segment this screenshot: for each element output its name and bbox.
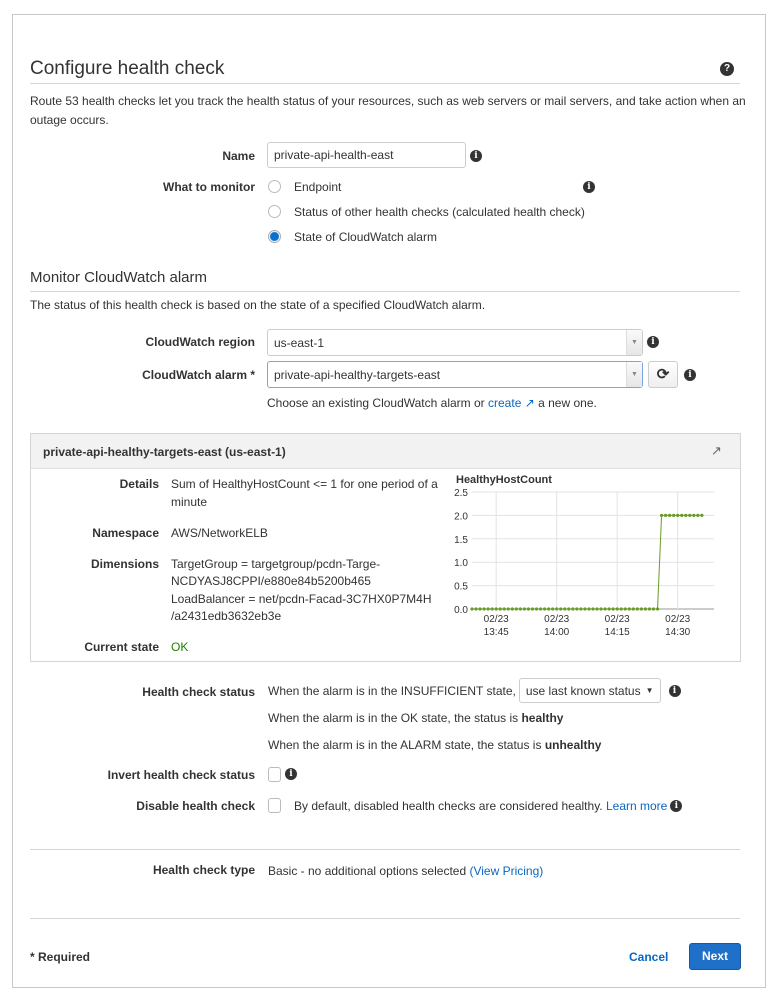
info-icon[interactable]: i xyxy=(684,369,696,381)
create-link[interactable]: create xyxy=(488,396,522,410)
learn-more-link[interactable]: Learn more xyxy=(605,799,668,813)
details-line1: Sum of HealthyHostCount <= 1 for one period of a xyxy=(171,477,438,491)
data-point xyxy=(664,514,667,517)
data-point xyxy=(656,607,659,610)
data-point xyxy=(531,607,534,610)
data-point xyxy=(470,607,473,610)
option-cloudwatch: State of CloudWatch alarm xyxy=(294,230,437,244)
data-point xyxy=(483,607,486,610)
page-title: Configure health check xyxy=(30,58,225,79)
y-tick-label: 0.5 xyxy=(454,581,468,593)
section-title: Monitor CloudWatch alarm xyxy=(30,269,208,286)
data-point xyxy=(632,607,635,610)
x-tick-time: 13:45 xyxy=(483,627,509,638)
data-point xyxy=(478,607,481,610)
disable-desc: By default, disabled health checks are considered healthy. xyxy=(294,799,603,813)
chevron-down-icon: ▼ xyxy=(626,330,642,355)
data-point xyxy=(575,607,578,610)
alarm-panel-title: private-api-healthy-targets-east (us-east-1) xyxy=(43,445,286,459)
data-point xyxy=(567,607,570,610)
type-label: Health check type xyxy=(152,863,255,877)
data-point xyxy=(474,607,477,610)
status-label: Health check status xyxy=(142,685,255,699)
cancel-button[interactable]: Cancel xyxy=(629,950,669,964)
data-point xyxy=(539,607,542,610)
ok-pre: When the alarm is in the OK state, the status is xyxy=(268,711,519,725)
data-point xyxy=(491,607,494,610)
data-point xyxy=(660,514,663,517)
type-value xyxy=(268,864,543,878)
disable-label: Disable health check xyxy=(136,799,255,813)
refresh-button[interactable]: ⟳ xyxy=(648,361,678,388)
data-point xyxy=(563,607,566,610)
insufficient-row xyxy=(268,678,681,703)
data-point xyxy=(535,607,538,610)
y-tick-label: 2.5 xyxy=(454,488,468,499)
data-point xyxy=(612,607,615,610)
insufficient-text: When the alarm is in the INSUFFICIENT state, xyxy=(268,683,516,698)
data-point xyxy=(519,607,522,610)
ok-value: healthy xyxy=(521,711,564,725)
y-tick-label: 2.0 xyxy=(454,511,468,523)
dimensions-label: Dimensions xyxy=(90,557,159,571)
data-point xyxy=(636,607,639,610)
hint-text-2: a new one. xyxy=(538,396,597,410)
data-point xyxy=(595,607,598,610)
data-point xyxy=(628,607,631,610)
dimension-line: /a2431edb3632eb3e xyxy=(171,609,282,623)
hint-text: Choose an existing CloudWatch alarm or xyxy=(267,396,485,410)
invert-label: Invert health check status xyxy=(107,768,255,782)
invert-checkbox[interactable] xyxy=(268,767,281,782)
data-point xyxy=(624,607,627,610)
data-point xyxy=(551,607,554,610)
alarm-text xyxy=(268,738,601,752)
x-tick-time: 14:00 xyxy=(544,627,570,638)
info-icon[interactable]: i xyxy=(647,336,659,348)
data-point xyxy=(644,607,647,610)
data-point xyxy=(571,607,574,610)
data-point xyxy=(604,607,607,610)
region-label: CloudWatch region xyxy=(145,335,255,349)
x-tick-date: 02/23 xyxy=(483,614,509,625)
info-icon[interactable]: i xyxy=(669,685,681,697)
data-point xyxy=(499,607,502,610)
data-point xyxy=(688,514,691,517)
chart-title: HealthyHostCount xyxy=(456,474,552,486)
data-point xyxy=(700,514,703,517)
data-point xyxy=(527,607,530,610)
option-calculated: Status of other health checks (calculated health check) xyxy=(294,205,585,219)
data-point xyxy=(591,607,594,610)
state-label: Current state xyxy=(84,640,159,654)
alarm-pre: When the alarm is in the ALARM state, the status is xyxy=(268,738,542,752)
data-point xyxy=(672,514,675,517)
name-label: Name xyxy=(222,149,255,163)
data-point xyxy=(559,607,562,610)
disable-text xyxy=(294,799,682,813)
external-link-icon[interactable]: ↗ xyxy=(524,396,535,410)
info-icon[interactable]: i xyxy=(583,181,595,193)
y-tick-label: 1.0 xyxy=(454,558,468,570)
dimension-line: LoadBalancer = net/pcdn-Facad-3C7HX0P7M4H xyxy=(171,592,432,606)
data-point xyxy=(523,607,526,610)
next-button[interactable]: Next xyxy=(689,943,741,970)
data-point xyxy=(616,607,619,610)
name-value: private-api-health-east xyxy=(274,148,394,162)
dimension-line: NCDYASJ8CPPI/e880e84b5200b465 xyxy=(171,574,371,588)
data-point xyxy=(640,607,643,610)
caret-down-icon: ▼ xyxy=(645,686,654,695)
state-value: OK xyxy=(171,640,189,654)
data-point xyxy=(587,607,590,610)
data-point xyxy=(515,607,518,610)
y-tick-label: 1.5 xyxy=(454,534,468,546)
alarm-value: private-api-healthy-targets-east xyxy=(274,367,441,382)
x-tick-date: 02/23 xyxy=(604,614,630,625)
chevron-down-icon: ▼ xyxy=(626,362,642,387)
data-point xyxy=(648,607,651,610)
insufficient-select[interactable] xyxy=(519,678,661,703)
details-line2: minute xyxy=(171,495,208,509)
data-point xyxy=(507,607,510,610)
option-endpoint: Endpoint xyxy=(294,180,342,194)
data-point xyxy=(579,607,582,610)
disable-checkbox[interactable] xyxy=(268,798,281,813)
data-point xyxy=(668,514,671,517)
data-point xyxy=(503,607,506,610)
data-point xyxy=(487,607,490,610)
data-point xyxy=(599,607,602,610)
monitor-label: What to monitor xyxy=(163,180,255,194)
type-text: Basic - no additional options selected xyxy=(268,864,467,878)
namespace-label: Namespace xyxy=(92,526,159,540)
data-point xyxy=(680,514,683,517)
required-note: * Required xyxy=(30,950,91,964)
divider xyxy=(30,849,740,850)
namespace-value: AWS/NetworkELB xyxy=(171,526,268,540)
intro-text: Route 53 health checks let you track the health status of your resources, such as web servers or mail servers, and take action when an xyxy=(30,94,746,108)
data-point xyxy=(555,607,558,610)
data-point xyxy=(608,607,611,610)
data-point xyxy=(692,514,695,517)
help-icon[interactable]: ? xyxy=(720,62,734,76)
data-point xyxy=(620,607,623,610)
alarm-label: CloudWatch alarm * xyxy=(142,368,255,382)
info-icon[interactable]: i xyxy=(285,768,297,780)
x-tick-date: 02/23 xyxy=(544,614,570,625)
intro-text-2: outage occurs. xyxy=(30,113,109,127)
x-tick-date: 02/23 xyxy=(665,614,691,625)
dimension-line: TargetGroup = targetgroup/pcdn-Targe- xyxy=(171,557,381,571)
section-desc: The status of this health check is based on the state of a specified CloudWatch alarm. xyxy=(30,298,486,312)
data-point xyxy=(547,607,550,610)
data-point xyxy=(583,607,586,610)
details-label: Details xyxy=(119,477,159,491)
info-icon[interactable]: i xyxy=(670,800,682,812)
data-point xyxy=(696,514,699,517)
data-point xyxy=(652,607,655,610)
data-point xyxy=(511,607,514,610)
x-tick-time: 14:15 xyxy=(604,627,630,638)
data-point xyxy=(676,514,679,517)
y-tick-label: 0.0 xyxy=(454,605,468,616)
x-tick-time: 14:30 xyxy=(665,627,691,638)
data-point xyxy=(684,514,687,517)
data-point xyxy=(495,607,498,610)
info-icon[interactable]: i xyxy=(470,150,482,162)
ok-text xyxy=(268,711,563,725)
view-pricing-link[interactable]: (View Pricing) xyxy=(469,864,544,878)
external-link-icon[interactable]: ↗ xyxy=(711,443,722,458)
divider xyxy=(30,918,740,919)
alarm-state-value: unhealthy xyxy=(544,738,602,752)
region-value: us-east-1 xyxy=(274,335,325,350)
insufficient-value: use last known status xyxy=(525,683,641,698)
data-point xyxy=(543,607,546,610)
